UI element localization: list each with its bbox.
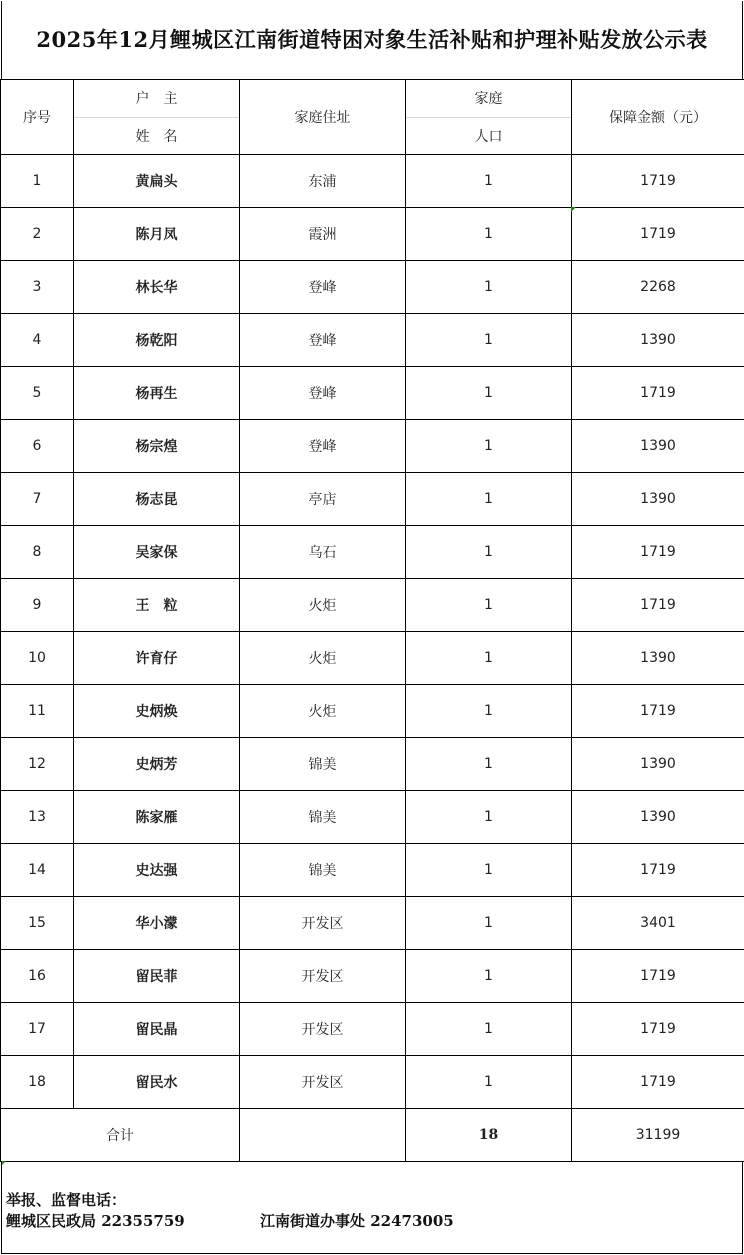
row-people: 1: [406, 1056, 572, 1109]
row-amount: 2268: [572, 261, 744, 314]
row-name: 杨再生: [74, 367, 240, 420]
row-seq: 13: [1, 791, 74, 844]
row-seq: 11: [1, 685, 74, 738]
row-people: 1: [406, 155, 572, 208]
subsidy-table: [0, 79, 744, 1162]
row-amount: 1390: [572, 632, 744, 685]
row-address: 登峰: [240, 367, 406, 420]
header-name: [74, 80, 240, 155]
header-name-top: 户 主: [74, 80, 239, 118]
row-people: 1: [406, 1003, 572, 1056]
row-address: 火炬: [240, 579, 406, 632]
row-address: 登峰: [240, 314, 406, 367]
table-row: [1, 1003, 744, 1056]
row-amount: 1390: [572, 738, 744, 791]
row-name: 留民水: [74, 1056, 240, 1109]
row-name: 留民菲: [74, 950, 240, 1003]
header-family-bottom: 人口: [474, 128, 503, 145]
header-row: [1, 80, 744, 155]
row-people: 1: [406, 420, 572, 473]
row-address: 开发区: [240, 950, 406, 1003]
row-name: 吴家保: [74, 526, 240, 579]
row-seq: 2: [1, 208, 74, 261]
row-seq: 1: [1, 155, 74, 208]
table-row: [1, 579, 744, 632]
row-name: 杨志昆: [74, 473, 240, 526]
row-amount: 1390: [572, 314, 744, 367]
row-seq: 18: [1, 1056, 74, 1109]
row-address: 锦美: [240, 844, 406, 897]
row-people: 1: [406, 685, 572, 738]
row-address: 锦美: [240, 738, 406, 791]
row-seq: 5: [1, 367, 74, 420]
row-people: 1: [406, 473, 572, 526]
row-seq: 16: [1, 950, 74, 1003]
row-address: 乌石: [240, 526, 406, 579]
row-amount: 1719: [572, 685, 744, 738]
table-row: [1, 632, 744, 685]
header-family-top: 家庭: [406, 80, 571, 118]
page-title: 2025年12月鲤城区江南街道特困对象生活补贴和护理补贴发放公示表: [1, 1, 743, 79]
total-empty: [240, 1109, 406, 1162]
row-address: 锦美: [240, 791, 406, 844]
row-people: 1: [406, 579, 572, 632]
row-seq: 14: [1, 844, 74, 897]
table-row: [1, 1056, 744, 1109]
table-row: [1, 155, 744, 208]
header-family: [406, 80, 572, 155]
table-row: [1, 685, 744, 738]
table-row: [1, 314, 744, 367]
row-amount: 1719: [572, 579, 744, 632]
header-name-bottom: 姓 名: [135, 128, 178, 145]
row-seq: 7: [1, 473, 74, 526]
row-people: 1: [406, 367, 572, 420]
row-name: 林长华: [74, 261, 240, 314]
row-amount: 1719: [572, 367, 744, 420]
total-people: 18: [406, 1109, 572, 1162]
row-amount: 1719: [572, 950, 744, 1003]
row-amount: 1719: [572, 1056, 744, 1109]
table-row: [1, 420, 744, 473]
row-people: 1: [406, 208, 572, 261]
row-amount: 1390: [572, 791, 744, 844]
table-row: [1, 897, 744, 950]
row-name: 史达强: [74, 844, 240, 897]
table-row: [1, 738, 744, 791]
total-amount: 31199: [572, 1109, 744, 1162]
row-seq: 15: [1, 897, 74, 950]
row-name: 黄扁头: [74, 155, 240, 208]
row-people: 1: [406, 738, 572, 791]
row-name: 许育仔: [74, 632, 240, 685]
row-address: 东浦: [240, 155, 406, 208]
row-seq: 17: [1, 1003, 74, 1056]
table-row: [1, 526, 744, 579]
row-amount: 1390: [572, 473, 744, 526]
row-name: 陈家雁: [74, 791, 240, 844]
row-name: 陈月凤: [74, 208, 240, 261]
row-people: 1: [406, 632, 572, 685]
row-seq: 8: [1, 526, 74, 579]
row-amount: 1719: [572, 155, 744, 208]
header-address: 家庭住址: [240, 80, 406, 155]
row-amount: 1719: [572, 844, 744, 897]
row-seq: 12: [1, 738, 74, 791]
row-people: 1: [406, 844, 572, 897]
row-seq: 10: [1, 632, 74, 685]
row-amount: 1390: [572, 420, 744, 473]
row-address: 开发区: [240, 1003, 406, 1056]
row-amount: 1719: [572, 208, 744, 261]
row-address: 登峰: [240, 420, 406, 473]
row-address: 火炬: [240, 632, 406, 685]
row-name: 留民晶: [74, 1003, 240, 1056]
row-people: 1: [406, 950, 572, 1003]
table-row: [1, 844, 744, 897]
table-row: [1, 261, 744, 314]
row-people: 1: [406, 314, 572, 367]
row-name: 史炳芳: [74, 738, 240, 791]
row-name: 杨乾阳: [74, 314, 240, 367]
total-row: [1, 1109, 744, 1162]
row-seq: 6: [1, 420, 74, 473]
row-address: 亭店: [240, 473, 406, 526]
row-address: 霞洲: [240, 208, 406, 261]
header-seq: 序号: [1, 80, 74, 155]
footer: [1, 1161, 743, 1254]
table-row: [1, 950, 744, 1003]
row-name: 史炳焕: [74, 685, 240, 738]
row-amount: 1719: [572, 526, 744, 579]
row-seq: 4: [1, 314, 74, 367]
header-amount: 保障金额（元）: [572, 80, 744, 155]
row-address: 登峰: [240, 261, 406, 314]
civil-affairs-phone: 鲤城区民政局 22355759: [6, 1212, 185, 1230]
row-address: 火炬: [240, 685, 406, 738]
row-people: 1: [406, 261, 572, 314]
row-name: 华小濛: [74, 897, 240, 950]
row-seq: 9: [1, 579, 74, 632]
table-row: [1, 473, 744, 526]
row-amount: 1719: [572, 1003, 744, 1056]
row-address: 开发区: [240, 897, 406, 950]
report-phone-label: 举报、监督电话：: [6, 1191, 127, 1209]
table-row: [1, 208, 744, 261]
table-row: [1, 791, 744, 844]
row-name: 杨宗煌: [74, 420, 240, 473]
cell-marker: [571, 207, 576, 212]
table-row: [1, 367, 744, 420]
total-label: 合计: [1, 1109, 240, 1162]
row-people: 1: [406, 526, 572, 579]
row-name: 王 粒: [74, 579, 240, 632]
row-address: 开发区: [240, 1056, 406, 1109]
row-people: 1: [406, 897, 572, 950]
street-office-phone: 江南街道办事处 22473005: [260, 1212, 454, 1230]
row-amount: 3401: [572, 897, 744, 950]
row-seq: 3: [1, 261, 74, 314]
row-people: 1: [406, 791, 572, 844]
